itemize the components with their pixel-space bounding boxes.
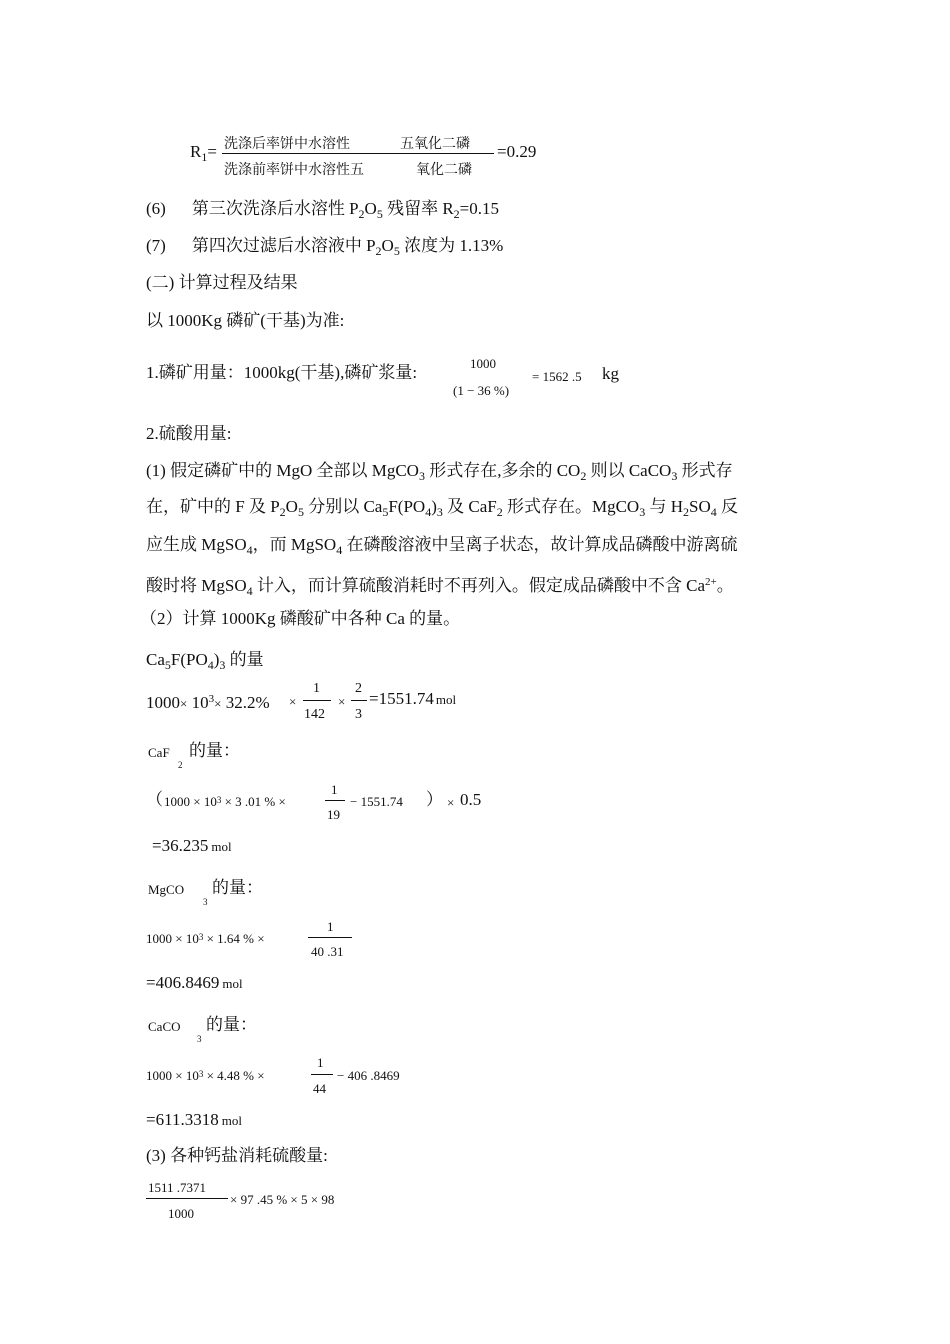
caf2-factor: 0.5 [460, 790, 482, 809]
ca5-frac-2-num: 2 [355, 681, 362, 696]
item-6-text-a: 第三次洗涤后水溶性 P [191, 199, 359, 218]
text: 计入，而计算硫酸消耗时不再列入。假定成品磷酸中不含 Ca [252, 576, 705, 595]
r1-result: =0.29 [497, 142, 537, 161]
text: 在磷酸溶液中呈离子状态，故计算成品磷酸中游离硫 [342, 535, 738, 554]
text: =406.8469 [146, 973, 220, 992]
caco3-frac-den: 44 [313, 1081, 326, 1096]
final-frac-bar [146, 1198, 228, 1199]
item-6-sub: 5 [376, 207, 383, 221]
caco3-label: CaCO [148, 1019, 181, 1034]
times-sign: × [338, 694, 346, 709]
r1-fraction-bar [222, 153, 494, 154]
text: =611.3318 [146, 1110, 219, 1129]
sub: 3 [671, 469, 678, 483]
item-7-sub: 5 [393, 244, 400, 258]
unit: mol [211, 839, 232, 854]
text: F(PO [388, 497, 426, 516]
caf2-result [152, 835, 232, 858]
mgco3-frac-den: 40 .31 [311, 944, 344, 959]
times-sign: × [289, 694, 297, 709]
r1-label: R [190, 142, 202, 161]
sup: 3 [216, 795, 222, 805]
text: 与 H [645, 497, 683, 516]
unit: mol [435, 692, 457, 707]
item-6-sub: 2 [358, 207, 365, 221]
section-2-heading: (二) 计算过程及结果 [146, 273, 298, 292]
mgco3-frac-bar [308, 937, 352, 938]
ca5-frac-1-den: 142 [304, 707, 325, 722]
caco3-result [146, 1109, 242, 1132]
sub: 2 [496, 505, 503, 519]
sup: 3 [208, 693, 215, 705]
item-7-text-a: 第四次过滤后水溶液中 P [191, 236, 376, 255]
para-1-line-2 [146, 496, 738, 523]
ca5-frac-2-bar [351, 700, 367, 701]
text: × 4.48 % × [203, 1068, 265, 1083]
caco3-frac-num: 1 [317, 1055, 324, 1070]
item-7 [146, 235, 503, 262]
sub: 4 [425, 505, 432, 519]
item-6-o: O [364, 199, 377, 218]
caf2-expr [164, 794, 286, 810]
step-2-title: 2.硫酸用量: [146, 424, 232, 443]
unit: mol [222, 976, 243, 991]
item-6 [146, 198, 499, 225]
mgco3-result [146, 972, 243, 995]
mgco3-expr [146, 931, 265, 947]
sub-heading-3: (3) 各种钙盐消耗硫酸量: [146, 1146, 328, 1165]
sub: 4 [710, 505, 717, 519]
sub-heading-2: （2）计算 1000Kg 磷酸矿中各种 Ca 的量。 [140, 609, 461, 628]
caf2-expr-c: − 1551.74 [350, 794, 403, 809]
item-6-num: (6) [146, 199, 166, 218]
final-frac-num: 1511 .7371 [148, 1180, 207, 1195]
step-1-frac-num: 1000 [470, 356, 496, 371]
sub: 2 [279, 505, 286, 519]
ca5-frac-1-num: 1 [313, 681, 320, 696]
text: ) [213, 650, 220, 669]
unit: mol [221, 1113, 242, 1128]
item-6-text-b: 残留率 R [382, 199, 454, 218]
sup: 3 [198, 1069, 204, 1079]
r1-num-a: 洗涤后率饼中水溶性 [224, 137, 350, 152]
text: 1000 [146, 693, 180, 712]
text: 1000 × 10 [146, 931, 199, 946]
text: ，而 MgSO [252, 535, 337, 554]
text: × 1.64 % × [203, 931, 265, 946]
r1-sub: 1 [201, 150, 208, 164]
text: O [285, 497, 298, 516]
times-sign: × [180, 696, 188, 711]
mgco3-label: MgCO [148, 882, 185, 897]
caco3-tail: 的量： [206, 1015, 257, 1034]
sub: 4 [246, 543, 253, 557]
text: 形式存 [677, 461, 733, 480]
mgco3-sub: 3 [203, 897, 208, 907]
text: 反 [716, 497, 738, 516]
sub: 3 [639, 505, 646, 519]
text: 酸时将 MgSO [146, 576, 247, 595]
text: Ca [146, 650, 165, 669]
caf2-frac-num: 1 [331, 782, 338, 797]
item-6-sub: 2 [453, 207, 460, 221]
text: 10 [187, 693, 209, 712]
r1-formula [190, 141, 217, 168]
item-6-text-c: =0.15 [459, 199, 500, 218]
text: 1000 × 10 [146, 1068, 199, 1083]
r1-den-b: 氧化二磷 [416, 163, 472, 178]
caf2-tail: 的量： [189, 741, 240, 760]
text: =1551.74 [369, 689, 434, 708]
ca5-frac-2-den: 3 [355, 707, 362, 722]
sup: 3 [198, 932, 204, 942]
ca5-result [369, 688, 456, 711]
para-1-line-3 [146, 534, 737, 561]
sub: 4 [246, 584, 253, 598]
ca5-frac-1-bar [303, 700, 331, 701]
item-7-o: O [381, 236, 394, 255]
final-expr: × 97 .45 % × 5 × 98 [230, 1192, 335, 1207]
text: =36.235 [152, 836, 209, 855]
para-1-line-1 [146, 460, 733, 487]
times-sign: × [447, 795, 455, 810]
step-1-unit: kg [602, 364, 619, 383]
caf2-open: （ [146, 790, 163, 809]
times-sign: × [214, 696, 222, 711]
text: F(PO [170, 650, 208, 669]
basis-line: 以 1000Kg 磷矿(干基)为准: [146, 311, 345, 330]
text: 1000 × 10 [164, 794, 217, 809]
r1-eq: = [207, 142, 217, 161]
text: 形式存在,多余的 CO [424, 461, 581, 480]
text: × 3 .01 % × [221, 794, 286, 809]
sub: 5 [297, 505, 304, 519]
step-1-text: 1.磷矿用量：1000kg(干基),磷矿浆量: [146, 363, 418, 382]
ca5-heading [146, 649, 264, 676]
caco3-frac-bar [311, 1074, 333, 1075]
caco3-expr [146, 1068, 265, 1084]
mgco3-frac-num: 1 [327, 919, 334, 934]
item-7-sub: 2 [375, 244, 382, 258]
text: 及 CaF [442, 497, 497, 516]
caf2-frac-bar [325, 800, 345, 801]
text: 32.2% [221, 693, 270, 712]
text: 形式存在。MgCO [502, 497, 640, 516]
caco3-expr-c: − 406 .8469 [337, 1068, 400, 1083]
sub: 3 [436, 505, 443, 519]
r1-den-a: 洗涤前率饼中水溶性五 [224, 163, 364, 178]
caf2-frac-den: 19 [327, 807, 340, 822]
sub: 2 [682, 505, 689, 519]
r1-num-b: 五氧化二磷 [400, 137, 470, 152]
sub: 2 [580, 469, 587, 483]
text: 应生成 MgSO [146, 535, 247, 554]
caf2-label: CaF [148, 745, 170, 760]
step-1-result: = 1562 .5 [532, 369, 582, 384]
text: 则以 CaCO [586, 461, 672, 480]
step-1-frac-den: (1 − 36 %) [453, 383, 510, 398]
sub: 3 [219, 658, 226, 672]
sub: 3 [418, 469, 425, 483]
text: 分别以 Ca [303, 497, 383, 516]
sub: 5 [164, 658, 171, 672]
text: 在，矿中的 F 及 P [146, 497, 280, 516]
text: SO [688, 497, 711, 516]
sub: 4 [207, 658, 214, 672]
sub: 4 [336, 543, 343, 557]
text: 。 [716, 576, 734, 595]
final-frac-den: 1000 [168, 1206, 194, 1221]
para-1-line-4 [146, 571, 734, 602]
item-7-num: (7) [146, 236, 166, 255]
sub: 5 [382, 505, 389, 519]
text: 的量 [225, 650, 264, 669]
ca5-equation [146, 688, 270, 715]
caf2-close: ） [426, 790, 443, 809]
item-7-text-b: 浓度为 1.13% [399, 236, 504, 255]
text: ) [431, 497, 437, 516]
caf2-sub: 2 [178, 760, 183, 770]
caco3-sub: 3 [197, 1034, 202, 1044]
sup: 2+ [705, 576, 717, 588]
text: (1) 假定磷矿中的 MgO 全部以 MgCO [146, 461, 419, 480]
mgco3-tail: 的量： [212, 878, 263, 897]
